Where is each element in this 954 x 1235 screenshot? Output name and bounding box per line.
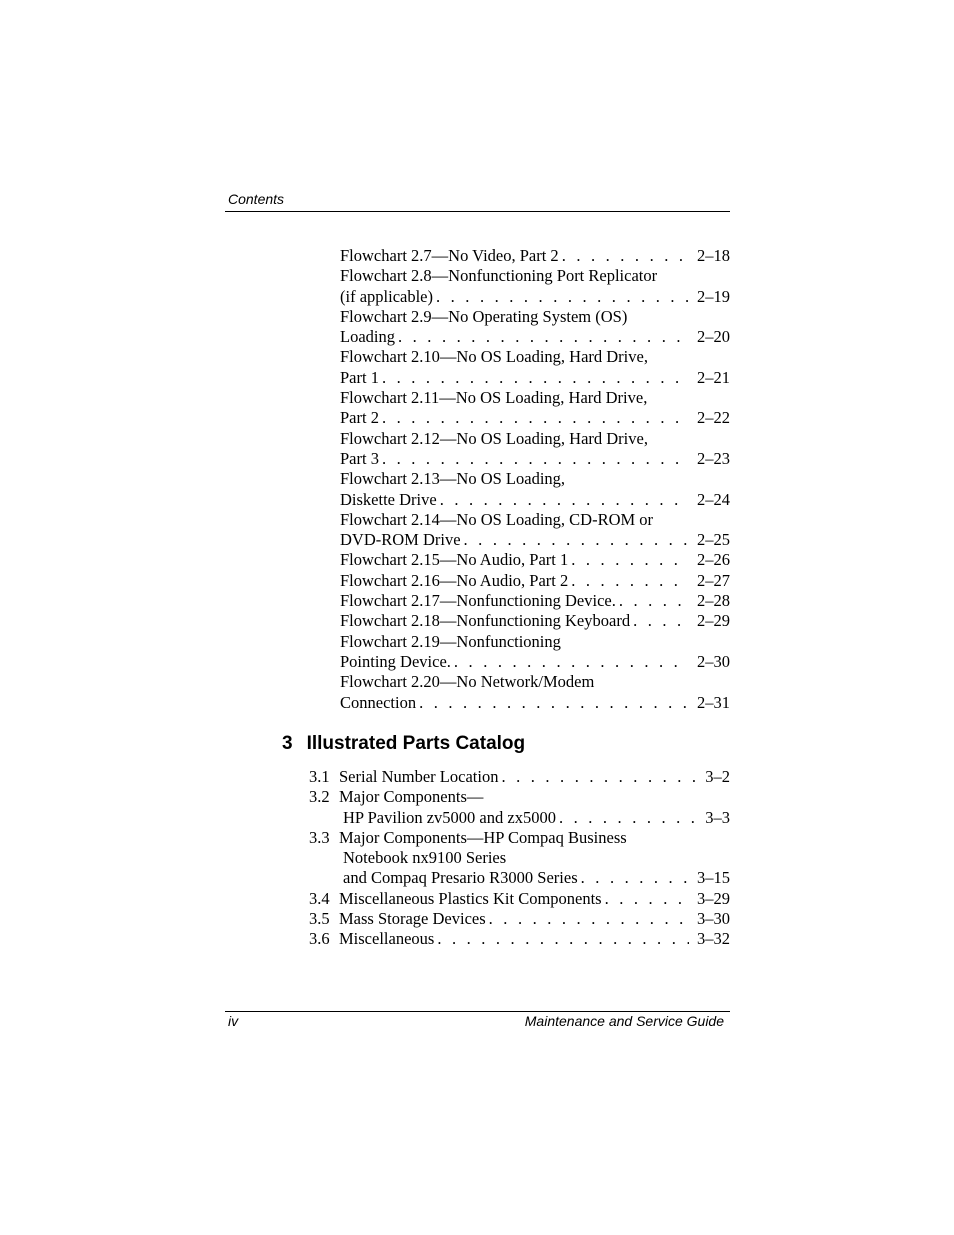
section-page-number: 3–32 — [697, 929, 730, 949]
footer-page-number: iv — [228, 1013, 239, 1029]
chapter-title: Illustrated Parts Catalog — [306, 733, 526, 754]
toc-entry-text: Part 1 — [340, 367, 379, 387]
toc-entry[interactable] — [340, 510, 730, 551]
toc-entry[interactable] — [340, 591, 730, 611]
section-entry-line — [309, 868, 730, 888]
toc-page-number: 2–25 — [697, 530, 730, 550]
section-title-text: HP Pavilion zv5000 and zx5000 — [343, 807, 556, 827]
section-entry-line — [309, 929, 730, 949]
toc-page-number: 2–24 — [697, 489, 730, 509]
toc-entry-text: Flowchart 2.17—Nonfunctioning Device. — [340, 591, 616, 611]
section-number: 3.5 — [309, 909, 330, 929]
toc-entry[interactable] — [340, 469, 730, 510]
toc-entry-text: Flowchart 2.7—No Video, Part 2 — [340, 246, 559, 265]
dot-leader — [398, 327, 689, 347]
section-title-text: Miscellaneous — [339, 929, 435, 949]
section-entry-line — [309, 889, 730, 909]
toc-entry-text: Flowchart 2.12—No OS Loading, Hard Drive, — [340, 428, 648, 448]
section-number: 3.6 — [309, 929, 330, 949]
toc-entry-text: Flowchart 2.13—No OS Loading, — [340, 469, 566, 489]
toc-entry-line — [340, 550, 730, 570]
toc-entry-line — [340, 307, 730, 327]
dot-leader — [489, 909, 689, 929]
toc-page-number: 2–23 — [697, 448, 730, 468]
section-number: 3.1 — [309, 767, 330, 786]
dot-leader — [571, 571, 689, 591]
section-entry-line — [309, 808, 730, 828]
toc-entry-line — [340, 388, 730, 408]
toc-page-number: 2–21 — [697, 367, 730, 387]
toc-entry-line — [340, 530, 730, 550]
section-page-number: 3–3 — [705, 807, 730, 827]
section-entry-line — [309, 828, 730, 848]
section-title-text: Mass Storage Devices — [339, 909, 486, 929]
header-rule — [225, 211, 730, 212]
toc-entry-text: Flowchart 2.20—No Network/Modem — [340, 672, 595, 692]
toc-entry-text: Pointing Device. — [340, 651, 451, 671]
toc-entry-text: Flowchart 2.10—No OS Loading, Hard Drive, — [340, 347, 648, 367]
toc-entry-text: Part 3 — [340, 448, 379, 468]
section-entry-line — [309, 848, 730, 868]
toc-entry[interactable] — [340, 266, 730, 307]
dot-leader — [501, 767, 697, 787]
dot-leader — [382, 368, 689, 388]
toc-entry-line — [340, 246, 730, 266]
toc-entry[interactable] — [340, 388, 730, 429]
toc-entry-line — [340, 693, 730, 713]
toc-entry-line — [340, 347, 730, 367]
toc-entry-text: Loading — [340, 327, 395, 347]
section-number: 3.3 — [309, 827, 330, 847]
toc-entry-line — [340, 510, 730, 530]
toc-entry-text: Diskette Drive — [340, 489, 437, 509]
toc-entry-text: Part 2 — [340, 408, 379, 428]
toc-page-number: 2–27 — [697, 570, 730, 590]
section-page-number: 3–2 — [705, 767, 730, 786]
toc-entry-line — [340, 490, 730, 510]
section-entry[interactable] — [309, 828, 730, 889]
section-entry[interactable] — [309, 767, 730, 787]
footer-rule — [225, 1011, 730, 1012]
toc-entry[interactable] — [340, 632, 730, 673]
toc-page-number: 2–26 — [697, 550, 730, 570]
toc-entry-line — [340, 611, 730, 631]
section-entry-line — [309, 767, 730, 787]
toc-entry[interactable] — [340, 672, 730, 713]
section-page-number: 3–30 — [697, 909, 730, 929]
dot-leader — [436, 287, 689, 307]
toc-entry-line — [340, 591, 730, 611]
toc-entry[interactable] — [340, 307, 730, 348]
section-page-number: 3–29 — [697, 888, 730, 908]
toc-entry-line — [340, 327, 730, 347]
dot-leader — [633, 611, 689, 631]
toc-entry[interactable] — [340, 611, 730, 631]
toc-entry-text: Flowchart 2.16—No Audio, Part 2 — [340, 570, 569, 590]
toc-entry-line — [340, 632, 730, 652]
section-title-text: Miscellaneous Plastics Kit Components — [339, 888, 602, 908]
toc-entry[interactable] — [340, 550, 730, 570]
chapter-number: 3 — [282, 733, 293, 754]
toc-page-number: 2–28 — [697, 591, 730, 611]
toc-entry[interactable] — [340, 246, 730, 266]
section-title-text: Serial Number Location — [339, 767, 499, 786]
toc-entry-line — [340, 571, 730, 591]
dot-leader — [382, 449, 689, 469]
toc-entry[interactable] — [340, 347, 730, 388]
dot-leader — [559, 808, 697, 828]
dot-leader — [454, 652, 689, 672]
toc-entry-text: DVD-ROM Drive — [340, 530, 461, 550]
toc-entry-text: Flowchart 2.15—No Audio, Part 1 — [340, 550, 569, 570]
toc-entry-text: Flowchart 2.11—No OS Loading, Hard Drive, — [340, 388, 648, 408]
section-page-number: 3–15 — [697, 868, 730, 888]
dot-leader — [382, 408, 689, 428]
toc-page-number: 2–18 — [697, 246, 730, 265]
section-title-text: Major Components— — [339, 787, 484, 807]
toc-entry[interactable] — [340, 571, 730, 591]
toc-entry-text: Connection — [340, 692, 417, 712]
dot-leader — [605, 889, 689, 909]
section-number: 3.2 — [309, 787, 330, 807]
toc-entry[interactable] — [340, 429, 730, 470]
toc-entry-line — [340, 287, 730, 307]
toc-page-number: 2–20 — [697, 327, 730, 347]
dot-leader — [581, 868, 689, 888]
section-entry-line — [309, 909, 730, 929]
section-title-text: and Compaq Presario R3000 Series — [343, 868, 578, 888]
dot-leader — [464, 530, 689, 550]
toc-entry-text: Flowchart 2.14—No OS Loading, CD-ROM or — [340, 509, 654, 529]
section-entry[interactable] — [309, 889, 730, 909]
dot-leader — [619, 591, 689, 611]
dot-leader — [440, 490, 689, 510]
dot-leader — [571, 550, 689, 570]
section-title-text: Major Components—HP Compaq Business — [339, 827, 627, 847]
toc-page-number: 2–29 — [697, 611, 730, 631]
dot-leader — [562, 246, 689, 266]
toc-section-list — [309, 767, 730, 950]
toc-entry-text: (if applicable) — [340, 286, 433, 306]
dot-leader — [419, 693, 689, 713]
toc-entry-text: Flowchart 2.19—Nonfunctioning — [340, 631, 561, 651]
chapter-heading — [282, 733, 525, 755]
footer-guide-title: Maintenance and Service Guide — [524, 1013, 724, 1029]
toc-page-number: 2–31 — [697, 692, 730, 712]
toc-entry-line — [340, 266, 730, 286]
toc-entry-line — [340, 672, 730, 692]
section-entry-line — [309, 787, 730, 807]
toc-entry-line — [340, 408, 730, 428]
toc-page-number: 2–22 — [697, 408, 730, 428]
toc-entry-text: Flowchart 2.9—No Operating System (OS) — [340, 306, 628, 326]
running-head: Contents — [228, 191, 285, 207]
section-entry[interactable] — [309, 909, 730, 929]
section-title-text: Notebook nx9100 Series — [343, 848, 507, 868]
toc-entry-line — [340, 469, 730, 489]
section-entry[interactable] — [309, 787, 730, 828]
section-entry[interactable] — [309, 929, 730, 949]
toc-entry-line — [340, 368, 730, 388]
toc-entry-line — [340, 449, 730, 469]
section-number: 3.4 — [309, 888, 330, 908]
dot-leader — [437, 929, 689, 949]
toc-page-number: 2–19 — [697, 286, 730, 306]
toc-entry-line — [340, 429, 730, 449]
toc-entry-text: Flowchart 2.8—Nonfunctioning Port Replicator — [340, 266, 658, 286]
toc-page-number: 2–30 — [697, 651, 730, 671]
toc-entry-line — [340, 652, 730, 672]
toc-flowchart-list — [340, 246, 730, 713]
toc-entry-text: Flowchart 2.18—Nonfunctioning Keyboard — [340, 611, 631, 631]
